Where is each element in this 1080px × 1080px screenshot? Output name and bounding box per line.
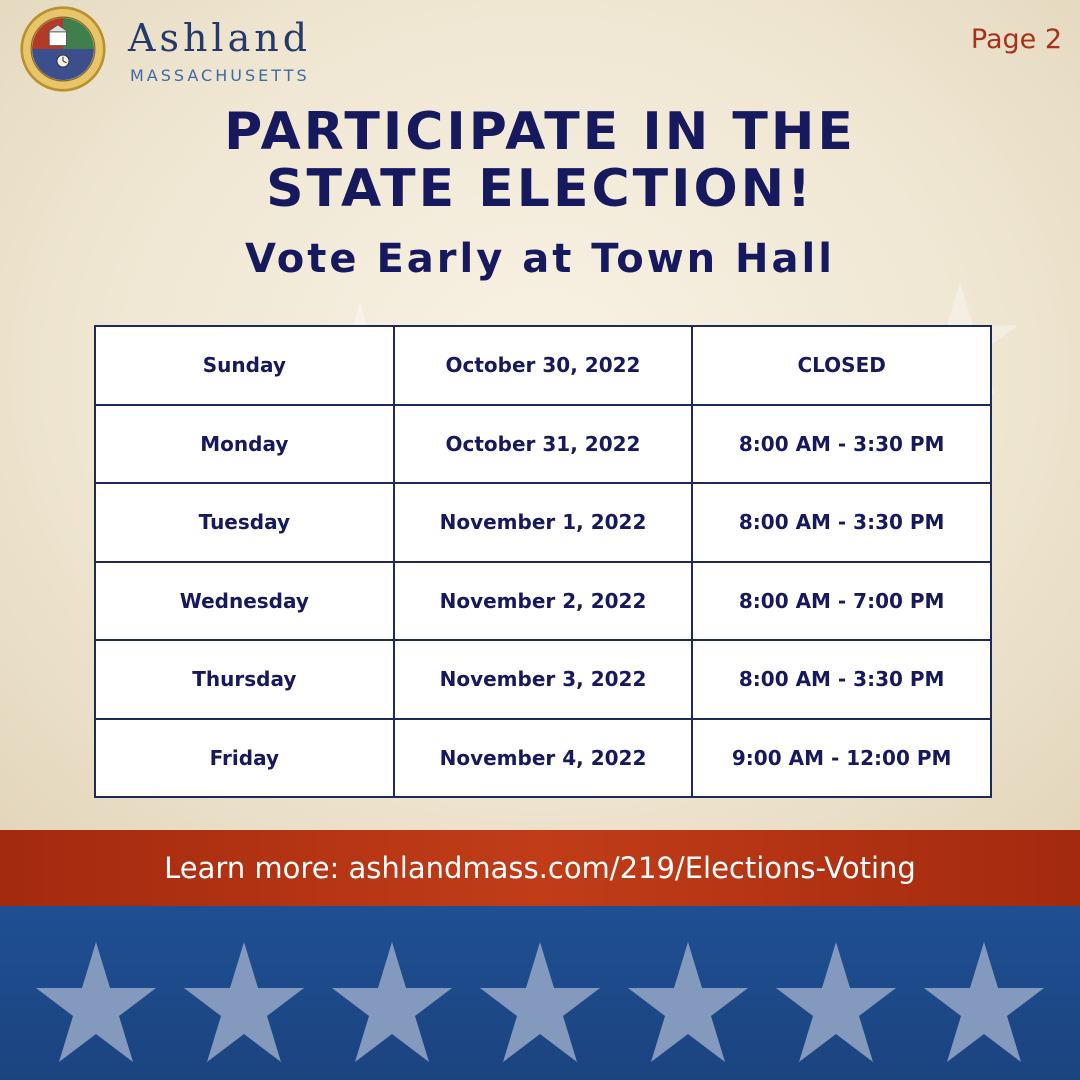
date-cell: October 31, 2022	[394, 405, 693, 484]
table-row	[95, 562, 991, 641]
date-cell: November 2, 2022	[394, 562, 693, 641]
hours-cell: 8:00 AM - 3:30 PM	[692, 483, 991, 562]
hours-cell: CLOSED	[692, 326, 991, 405]
date-cell: October 30, 2022	[394, 326, 693, 405]
star-row	[0, 938, 1080, 1078]
star-icon	[924, 942, 1044, 1062]
day-cell: Tuesday	[95, 483, 394, 562]
table-row	[95, 719, 991, 798]
day-cell: Wednesday	[95, 562, 394, 641]
learn-more-link[interactable]: Learn more: ashlandmass.com/219/Elections-Voting	[164, 851, 916, 885]
star-icon	[480, 942, 600, 1062]
star-icon	[36, 942, 156, 1062]
title-line-2: STATE ELECTION!	[266, 159, 814, 219]
day-cell: Monday	[95, 405, 394, 484]
star-icon	[184, 942, 304, 1062]
early-voting-schedule-table	[94, 325, 992, 798]
town-seal-icon	[20, 6, 106, 92]
hours-cell: 8:00 AM - 3:30 PM	[692, 405, 991, 484]
star-icon	[332, 942, 452, 1062]
town-name: Ashland	[128, 16, 312, 60]
star-icon	[776, 942, 896, 1062]
day-cell: Friday	[95, 719, 394, 798]
page-title	[0, 104, 1080, 218]
title-line-1: PARTICIPATE IN THE	[224, 102, 856, 162]
state-name: MASSACHUSETTS	[130, 66, 310, 85]
hours-cell: 9:00 AM - 12:00 PM	[692, 719, 991, 798]
page-number-label: Page 2	[970, 24, 1062, 55]
page-subtitle: Vote Early at Town Hall	[245, 236, 835, 282]
hours-cell: 8:00 AM - 3:30 PM	[692, 640, 991, 719]
star-icon	[628, 942, 748, 1062]
day-cell: Sunday	[95, 326, 394, 405]
hours-cell: 8:00 AM - 7:00 PM	[692, 562, 991, 641]
date-cell: November 4, 2022	[394, 719, 693, 798]
day-cell: Thursday	[95, 640, 394, 719]
date-cell: November 1, 2022	[394, 483, 693, 562]
table-row	[95, 326, 991, 405]
table-row	[95, 405, 991, 484]
table-row	[95, 483, 991, 562]
table-row	[95, 640, 991, 719]
date-cell: November 3, 2022	[394, 640, 693, 719]
